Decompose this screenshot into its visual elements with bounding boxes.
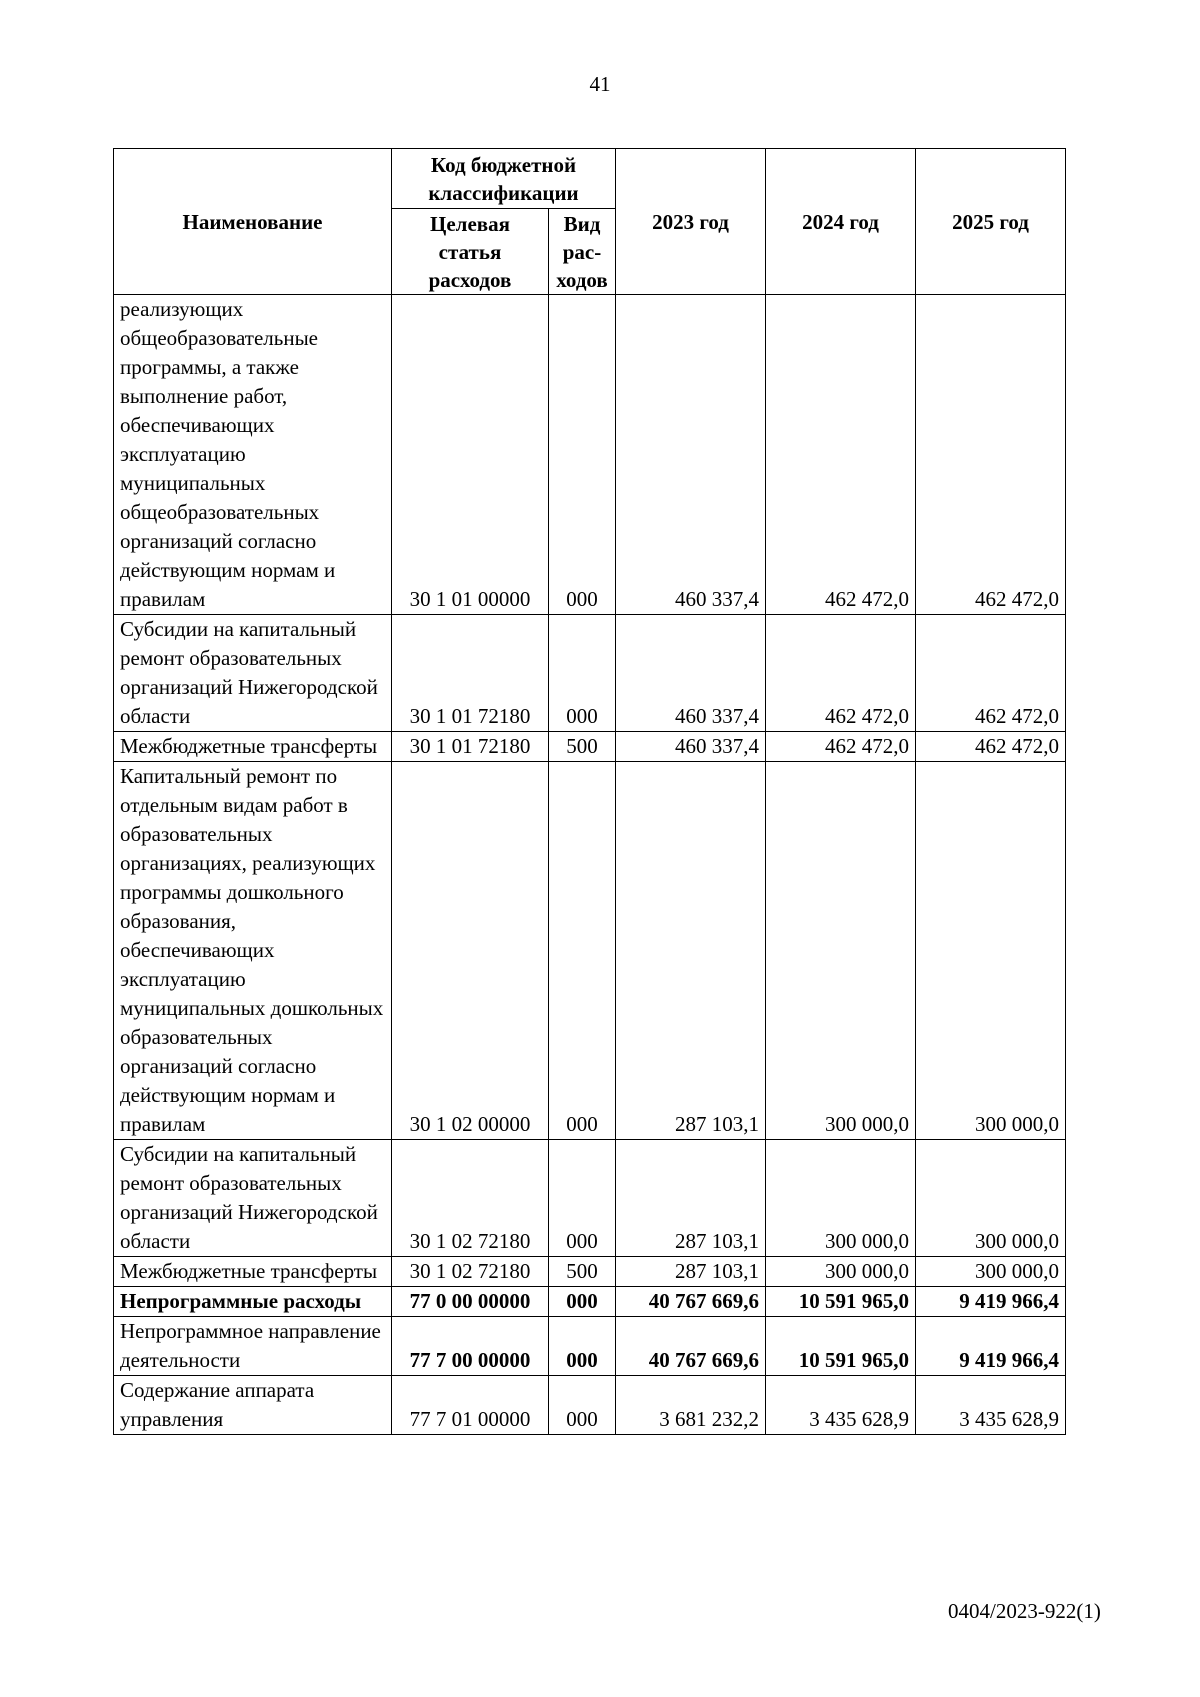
budget-table (113, 148, 1066, 1435)
row-value-2025: 300 000,0 (916, 762, 1066, 1140)
header-expense-type: Вид рас-ходов (549, 209, 616, 295)
row-name: Непрограммные расходы (114, 1287, 392, 1317)
row-value-2025: 300 000,0 (916, 1257, 1066, 1287)
row-target-code: 30 1 01 72180 (392, 615, 549, 732)
row-value-2024: 300 000,0 (766, 1257, 916, 1287)
row-expense-type: 000 (549, 295, 616, 615)
row-value-2025: 9 419 966,4 (916, 1287, 1066, 1317)
header-2023: 2023 год (616, 149, 766, 295)
row-expense-type: 000 (549, 1317, 616, 1376)
row-expense-type: 000 (549, 1140, 616, 1257)
row-value-2023: 3 681 232,2 (616, 1376, 766, 1435)
table-row (114, 295, 1066, 615)
header-2024: 2024 год (766, 149, 916, 295)
row-expense-type: 500 (549, 732, 616, 762)
page-number: 41 (589, 72, 611, 96)
table-row (114, 1376, 1066, 1435)
row-name: Субсидии на капитальный ремонт образовательных организаций Нижегородской области (114, 1140, 392, 1257)
row-name: Субсидии на капитальный ремонт образовательных организаций Нижегородской области (114, 615, 392, 732)
row-name: Непрограммное направление деятельности (114, 1317, 392, 1376)
table-row (114, 615, 1066, 732)
document-code: 0404/2023-922(1) (948, 1599, 1101, 1623)
table-row (114, 1257, 1066, 1287)
table-row (114, 1317, 1066, 1376)
row-expense-type: 000 (549, 762, 616, 1140)
row-value-2025: 462 472,0 (916, 295, 1066, 615)
header-target-article: Целевая статья расходов (392, 209, 549, 295)
row-value-2025: 462 472,0 (916, 615, 1066, 732)
row-name: Межбюджетные трансферты (114, 732, 392, 762)
row-value-2024: 3 435 628,9 (766, 1376, 916, 1435)
row-value-2023: 460 337,4 (616, 615, 766, 732)
row-name: реализующих общеобразовательные программы, а также выполнение работ, обеспечивающих эксплуатацию муниципальных общеобразовательных организаций согласно действующим нормам и правилам (114, 295, 392, 615)
row-target-code: 77 7 01 00000 (392, 1376, 549, 1435)
row-value-2025: 9 419 966,4 (916, 1317, 1066, 1376)
row-value-2024: 462 472,0 (766, 295, 916, 615)
row-value-2023: 287 103,1 (616, 1257, 766, 1287)
row-target-code: 30 1 01 00000 (392, 295, 549, 615)
row-expense-type: 000 (549, 1376, 616, 1435)
row-name: Межбюджетные трансферты (114, 1257, 392, 1287)
row-value-2024: 10 591 965,0 (766, 1287, 916, 1317)
row-value-2024: 300 000,0 (766, 1140, 916, 1257)
table-row (114, 762, 1066, 1140)
row-expense-type: 000 (549, 1287, 616, 1317)
row-value-2025: 3 435 628,9 (916, 1376, 1066, 1435)
table-row (114, 1140, 1066, 1257)
row-expense-type: 000 (549, 615, 616, 732)
table-row (114, 732, 1066, 762)
row-target-code: 77 0 00 00000 (392, 1287, 549, 1317)
row-value-2024: 10 591 965,0 (766, 1317, 916, 1376)
row-value-2025: 462 472,0 (916, 732, 1066, 762)
row-value-2023: 460 337,4 (616, 295, 766, 615)
row-target-code: 77 7 00 00000 (392, 1317, 549, 1376)
row-value-2023: 40 767 669,6 (616, 1317, 766, 1376)
row-target-code: 30 1 01 72180 (392, 732, 549, 762)
row-value-2023: 287 103,1 (616, 762, 766, 1140)
row-value-2023: 287 103,1 (616, 1140, 766, 1257)
header-2025: 2025 год (916, 149, 1066, 295)
header-kbk-group: Код бюджетной классификации (392, 149, 616, 209)
row-value-2024: 300 000,0 (766, 762, 916, 1140)
row-value-2024: 462 472,0 (766, 732, 916, 762)
row-expense-type: 500 (549, 1257, 616, 1287)
row-value-2024: 462 472,0 (766, 615, 916, 732)
row-value-2025: 300 000,0 (916, 1140, 1066, 1257)
row-value-2023: 460 337,4 (616, 732, 766, 762)
row-name: Содержание аппарата управления (114, 1376, 392, 1435)
row-target-code: 30 1 02 00000 (392, 762, 549, 1140)
row-name: Капитальный ремонт по отдельным видам работ в образовательных организациях, реализующих программы дошкольного образования, обеспечивающих эксплуатацию муниципальных дошкольных образовательных организаций согласно действующим нормам и правилам (114, 762, 392, 1140)
header-name: Наименование (114, 149, 392, 295)
row-target-code: 30 1 02 72180 (392, 1257, 549, 1287)
row-value-2023: 40 767 669,6 (616, 1287, 766, 1317)
row-target-code: 30 1 02 72180 (392, 1140, 549, 1257)
table-row (114, 1287, 1066, 1317)
